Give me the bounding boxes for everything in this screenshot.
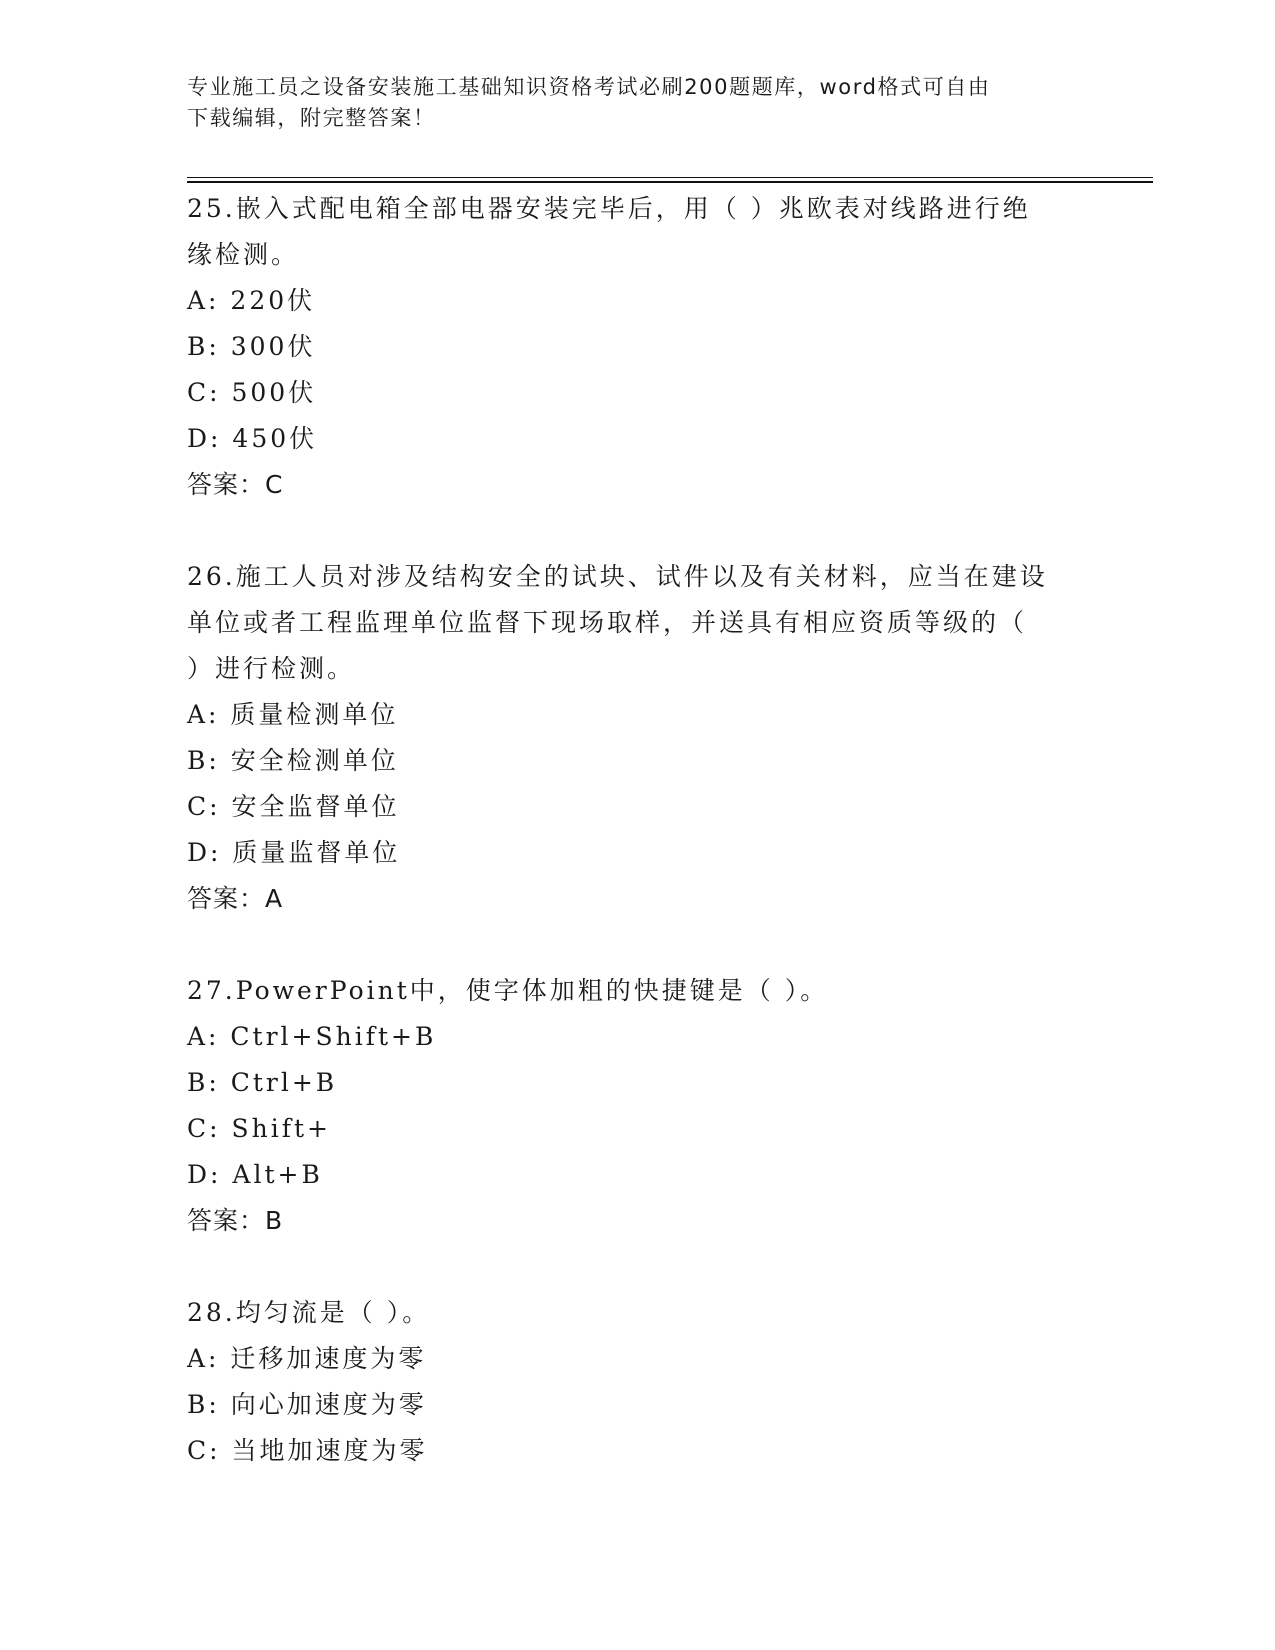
option-c: C: Shift+ [187, 1114, 331, 1143]
question-28 [187, 1290, 1087, 1474]
header-divider-thin [187, 177, 1153, 178]
header-line-1: 专业施工员之设备安装施工基础知识资格考试必刷200题题库，word格式可自由 [187, 75, 991, 99]
option-b: B: 向心加速度为零 [187, 1390, 427, 1419]
option-c: C: 安全监督单位 [187, 792, 400, 821]
answer-text: 答案：B [187, 1206, 284, 1235]
document-header [187, 72, 1067, 134]
question-text-line: 缘检测。 [187, 240, 300, 269]
option-d: D: Alt+B [187, 1160, 323, 1189]
header-divider-thick [187, 181, 1153, 183]
question-26 [187, 554, 1087, 922]
question-text-line: 26.施工人员对涉及结构安全的试块、试件以及有关材料，应当在建设 [187, 562, 1048, 591]
option-b: B: 300伏 [187, 332, 316, 361]
option-a: A: 220伏 [187, 286, 316, 315]
header-line-2: 下载编辑，附完整答案！ [187, 106, 436, 130]
question-text-line: 27.PowerPoint中，使字体加粗的快捷键是（ ）。 [187, 976, 829, 1005]
option-b: B: Ctrl+B [187, 1068, 338, 1097]
option-b: B: 安全检测单位 [187, 746, 399, 775]
option-c: C: 当地加速度为零 [187, 1436, 428, 1465]
answer-text: 答案：C [187, 470, 284, 499]
answer-text: 答案：A [187, 884, 284, 913]
option-c: C: 500伏 [187, 378, 317, 407]
question-text-line: ）进行检测。 [187, 654, 356, 683]
option-a: A: 迁移加速度为零 [187, 1344, 427, 1373]
option-d: D: 450伏 [187, 424, 318, 453]
question-27 [187, 968, 1087, 1244]
question-text-line: 单位或者工程监理单位监督下现场取样，并送具有相应资质等级的（ [187, 608, 1028, 637]
question-text-line: 28.均匀流是（ ）。 [187, 1298, 431, 1327]
option-a: A: 质量检测单位 [187, 700, 399, 729]
question-25 [187, 186, 1087, 508]
option-d: D: 质量监督单位 [187, 838, 401, 867]
option-a: A: Ctrl+Shift+B [187, 1022, 437, 1051]
question-text-line: 25.嵌入式配电箱全部电器安装完毕后，用（ ）兆欧表对线路进行绝 [187, 194, 1031, 223]
